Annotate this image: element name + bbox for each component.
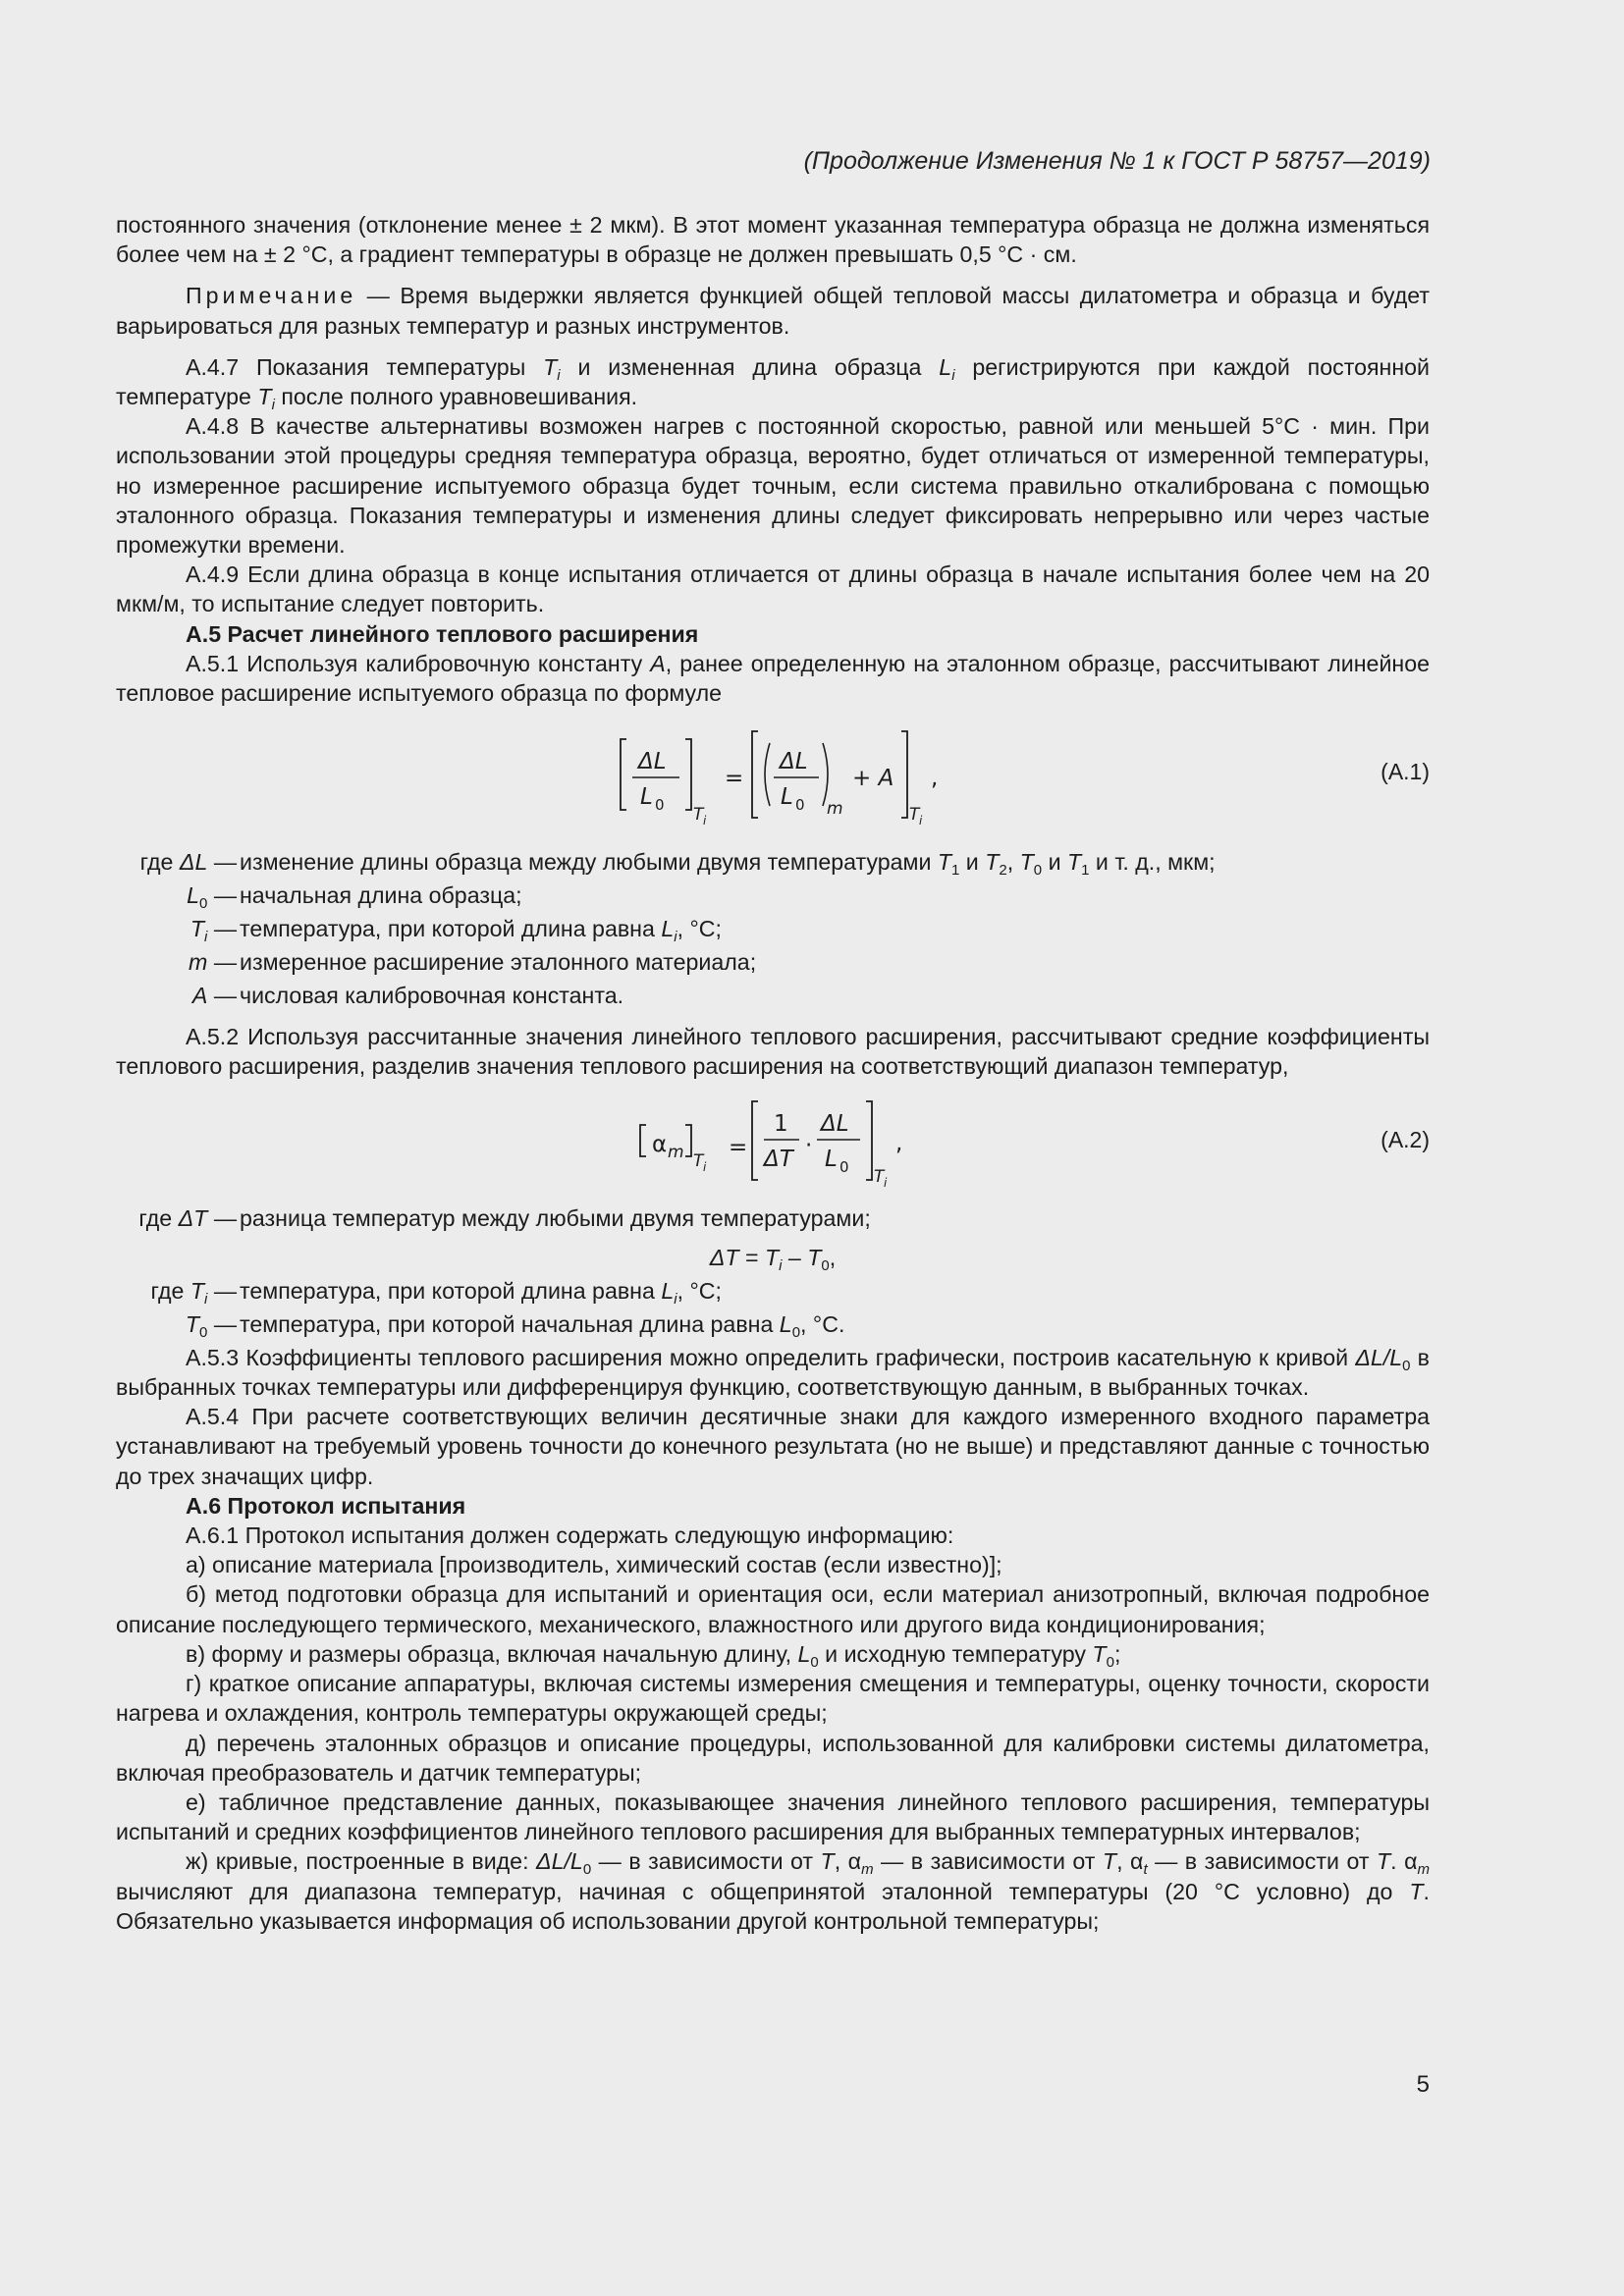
svg-text:T: T: [693, 805, 704, 826]
svg-text:T: T: [693, 1150, 704, 1171]
svg-text:·: ·: [805, 1132, 813, 1158]
frac-numerator: ΔL: [638, 749, 667, 775]
svg-text:L: L: [640, 784, 653, 811]
definition-row: m — измеренное расширение эталонного материала;: [116, 947, 1430, 981]
definition-text: температура, при которой длина равна $L_i$, °С;: [240, 1277, 722, 1308]
svg-text:i: i: [703, 814, 707, 828]
svg-text:i: i: [919, 814, 923, 828]
svg-text:ΔL: ΔL: [821, 1110, 849, 1137]
definition-text: числовая калибровочная константа.: [240, 983, 624, 1009]
clause-a-5-4: А.5.4 При расчете соответствующих величин десятичные знаки для каждого измеренного входного параметра устанавливают на требуемый уровень точности до конечного результата (но не выше) и представляют данные с точностью до трех значащих цифр.: [116, 1404, 1430, 1489]
running-header: (Продолжение Изменения № 1 к ГОСТ Р 58757—2019): [803, 147, 1431, 175]
svg-text:,: ,: [931, 766, 939, 792]
body-text: [116, 210, 1430, 1936]
formula-a1: [116, 721, 1430, 829]
list-item-zh: ж) кривые, построенные в виде: $\Delta L/L_0$ — в зависимости от T, $\alpha_m$ — в зависимости от T, $\alpha_t$ — в зависимости от T. $\alpha_m$ вычисляют для диапазона температур, начиная с общепринятой эталонной температуры (20 °С условно) до T. Обязательно указывается информация об использовании другой контрольной температуры;: [116, 1848, 1431, 1934]
svg-text:ΔT: ΔT: [764, 1146, 793, 1172]
definition-text: температура, при которой длина равна $L_i$, °С;: [240, 916, 722, 946]
list-item-e: е) табличное представление данных, показывающее значения линейного теплового расширения, температуры испытаний и средних коэффициентов линейного теплового расширения для выбранных температурных интервалов;: [116, 1789, 1430, 1845]
clause-a-4-9: А.4.9 Если длина образца в конце испытания отличается от длины образца в начале испытания более чем на 20 мкм/м, то испытание следует повторить.: [116, 561, 1430, 617]
definition-row: где $T_i$ — температура, при которой длина равна $L_i$, °С;: [150, 1277, 722, 1308]
svg-text:m: m: [827, 799, 843, 820]
svg-text:T: T: [874, 1166, 885, 1187]
definition-text: изменение длины образца между любыми двумя температурами $T_1$ и $T_2$, $T_0$ и $T_1$ и т. д., мкм;: [240, 849, 1216, 880]
definitions-a2: [116, 1276, 1430, 1343]
formula-number-a1: (А.1): [1380, 759, 1430, 785]
svg-text:i: i: [884, 1175, 888, 1190]
paragraph-continuation: постоянного значения (отклонение менее ± 2 мкм). В этот момент указанная температура образца не должна изменяться более чем на ± 2 °С, а градиент температуры в образце не должен превышать 0,5 °С · см.: [116, 212, 1430, 268]
svg-text:=: =: [729, 1134, 748, 1160]
svg-text:m: m: [668, 1142, 684, 1162]
definition-row: A — числовая калибровочная константа.: [116, 981, 1430, 1014]
list-item-b: б) метод подготовки образца для испытаний и ориентация оси, если материал анизотропный, включая подробное описание последующего термического, механического, влажностного или другого вида кондиционирования;: [116, 1581, 1430, 1637]
note-label: Примечание: [186, 283, 357, 309]
svg-text:,: ,: [895, 1130, 903, 1156]
list-item-v: в) форму и размеры образца, включая начальную длину, $L_0$ и исходную температуру $T_0$;: [186, 1640, 1121, 1671]
svg-text:0: 0: [795, 796, 805, 815]
definition-row: $T_i$ — температура, при которой длина равна $L_i$, °С;: [189, 916, 722, 946]
note-text: — Время выдержки является функцией общей тепловой массы дилатометра и образца и будет варьироваться для разных температур и разных инструментов.: [116, 283, 1430, 339]
note-paragraph: [116, 281, 1430, 340]
clause-a-4-8: А.4.8 В качестве альтернативы возможен нагрев с постоянной скоростью, равной или меньшей 5°С · мин. При использовании этой процедуры средняя температура образца, вероятно, будет отличаться от измеренной температуры, но измеренное расширение испытуемого образца будет точным, если система правильно откалибрована с помощью эталонного образца. Показания температуры и изменения длины следует фиксировать непрерывно или через частые промежутки времени.: [116, 413, 1430, 559]
svg-text:1: 1: [774, 1110, 788, 1137]
formula-a2: [116, 1095, 1430, 1190]
clause-a-4-7: А.4.7 Показания температуры $T_i$ и измененная длина образца $L_i$ регистрируются при каждой постоянной температуре $T_i$ после полного уравновешивания.: [116, 353, 1430, 414]
definition-text: температура, при которой начальная длина равна $L_0$, °С.: [240, 1310, 845, 1341]
definition-row: $T_0$ — температура, при которой начальная длина равна $L_0$, °С.: [185, 1310, 845, 1341]
definition-row: где ΔL — изменение длины образца между любыми двумя температурами $T_1$ и $T_2$, $T_0$ и $T_1$ и т. д., мкм;: [139, 849, 1216, 880]
section-title-a5: А.5 Расчет линейного теплового расширения: [186, 620, 699, 647]
svg-text:L: L: [825, 1146, 838, 1172]
svg-text:α: α: [652, 1131, 668, 1157]
svg-text:0: 0: [655, 796, 665, 815]
svg-text:+ A: + A: [852, 766, 894, 792]
clause-a-5-3: А.5.3 Коэффициенты теплового расширения можно определить графически, построив касательную к кривой $\Delta L/L_0$ в выбранных точках температуры или дифференцируя функцию, соответствующую данным, в выбранных точках.: [116, 1344, 1431, 1401]
list-item-g: г) краткое описание аппаратуры, включая системы измерения смещения и температуры, оценку точности, скорости нагрева и охлаждения, контроль температуры окружающей среды;: [116, 1671, 1430, 1727]
list-item-a: а) описание материала [производитель, химический состав (если известно)];: [186, 1552, 1002, 1578]
svg-text:ΔL: ΔL: [780, 749, 808, 775]
clause-a-5-1: А.5.1 Используя калибровочную константу А, ранее определенную на эталонном образце, рассчитывают линейное тепловое расширение испытуемого образца по формуле: [116, 650, 1430, 707]
equation-delta-t: $\Delta T = T_i - T_0$,: [709, 1244, 837, 1274]
formula-a1-graphic: [617, 721, 1127, 829]
clause-a-5-2: А.5.2 Используя рассчитанные значения линейного теплового расширения, рассчитывают средние коэффициенты теплового расширения, разделив значения теплового расширения на соответствующий диапазон температур,: [116, 1024, 1430, 1080]
formula-number-a2: (А.2): [1380, 1126, 1430, 1152]
svg-text:i: i: [703, 1159, 707, 1174]
definition-row: $L_0$ — начальная длина образца;: [187, 882, 522, 913]
svg-text:=: =: [725, 766, 744, 792]
svg-text:0: 0: [839, 1157, 849, 1176]
clause-a-6-1: А.6.1 Протокол испытания должен содержать следующую информацию:: [186, 1522, 954, 1549]
svg-text:T: T: [909, 805, 920, 826]
formula-a2-graphic: [636, 1095, 1147, 1190]
page-number: 5: [1416, 2071, 1430, 2098]
definition-text: начальная длина образца;: [240, 882, 522, 909]
section-title-a6: А.6 Протокол испытания: [186, 1492, 466, 1519]
list-item-d: д) перечень эталонных образцов и описание процедуры, использованной для калибровки системы дилатометра, включая преобразователь и датчик температуры;: [116, 1730, 1430, 1786]
definitions-a1: [116, 847, 1430, 1014]
definition-delta-t: где ΔT — разница температур между любыми двумя температурами;: [138, 1204, 871, 1231]
definition-text: измеренное расширение эталонного материала;: [240, 949, 757, 976]
svg-text:L: L: [781, 784, 793, 811]
